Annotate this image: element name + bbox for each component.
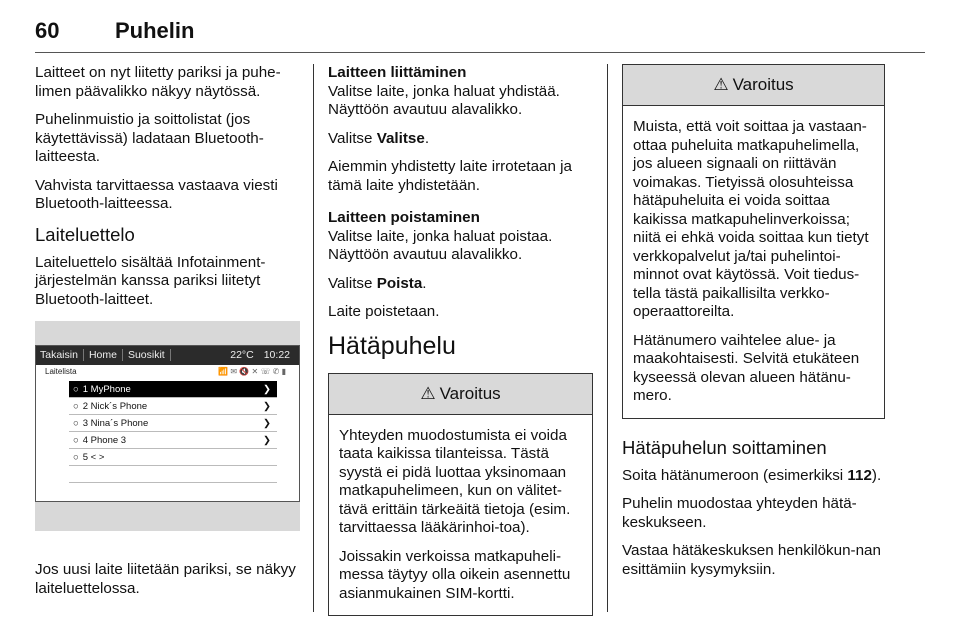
chevron-right-icon: ❯	[263, 417, 271, 429]
warning-title: ⚠ Varoitus	[329, 374, 592, 415]
warning-title: ⚠ Varoitus	[623, 65, 884, 106]
paragraph: Joissakin verkoissa matkapuheli-messa täytyy olla oikein asennettu asianmukainen SIM-kortti.	[339, 547, 571, 602]
paragraph: Laite poistetaan.	[328, 303, 440, 320]
paragraph: Valitse laite, jonka haluat poistaa. Näyttöön avautuu alavalikko.	[328, 227, 553, 263]
section-heading-emergency-call: Hätäpuhelu	[328, 331, 456, 360]
warning-body	[329, 415, 592, 616]
list-item: ○ 3 Nina´s Phone ❯	[69, 415, 277, 432]
paragraph: Vastaa hätäkeskuksen henkilökun-nan esittämiin kysymyksiin.	[622, 542, 881, 578]
paragraph: Jos uusi laite liitetään pariksi, se näkyy laiteluettelossa.	[35, 561, 296, 597]
column-divider	[313, 64, 314, 612]
screen-frame	[35, 345, 300, 502]
tab-home: Home	[84, 349, 123, 361]
paragraph: Hätänumero vaihtelee alue- ja maakohtaisesti. Selvitä etukäteen kyseessä olevan alueen hätänu-mero.	[633, 331, 860, 404]
tab-favourites: Suosikit	[123, 349, 171, 361]
chevron-right-icon: ❯	[263, 400, 271, 412]
paragraph: Valitse Valitse.	[328, 129, 430, 147]
screen-subtitle: Laitelista	[45, 367, 77, 376]
device-list-screenshot	[35, 321, 300, 531]
paragraph: Vahvista tarvittaessa vastaava viesti Bluetooth-laitteessa.	[35, 176, 278, 212]
list-item: ○ 2 Nick´s Phone ❯	[69, 398, 277, 415]
paragraph: Yhteyden muodostumista ei voida taata kaikissa tilanteissa. Tästä syystä ei pidä luottaa yksinomaan matkapuhelimeen, kun on välitet-tävä erittäin tärkeäitä tietoja (esim. tarvittaessa lääkärinhoi-toa).	[339, 426, 571, 536]
subheading-connect-device: Laitteen liittäminen	[328, 64, 467, 81]
column-3	[622, 64, 885, 589]
menu-term-remove: Poista	[376, 274, 423, 292]
chevron-right-icon: ❯	[263, 383, 271, 395]
paragraph: Aiemmin yhdistetty laite irrotetaan ja tämä laite yhdistetään.	[328, 158, 572, 194]
status-icons: 📶 ✉ 🔇 ✕ ☏ ✆ ▮	[218, 367, 286, 376]
paragraph: Valitse laite, jonka haluat yhdistää. Näyttöön avautuu alavalikko.	[328, 82, 560, 118]
list-item: ○ 5 < >	[69, 449, 277, 466]
page-header	[35, 18, 925, 53]
menu-term-select: Valitse	[376, 129, 425, 147]
chapter-title: Puhelin	[115, 18, 195, 43]
paragraph: Soita hätänumeroon (esimerkiksi 112).	[622, 466, 882, 484]
section-heading-making-emergency-call: Hätäpuhelun soittaminen	[622, 436, 827, 458]
emergency-number: 112	[847, 466, 872, 484]
list-item: ○ 1 MyPhone ❯	[69, 381, 277, 398]
warning-box	[622, 64, 885, 419]
subheading-remove-device: Laitteen poistaminen	[328, 209, 480, 226]
paragraph: Valitse Poista.	[328, 274, 427, 292]
paragraph: Muista, että voit soittaa ja vastaan-ottaa puheluita matkapuhelimella, jos alueen signaali on riittävän voimakas. Tietyissä olosuhteissa hätäpuheluita ei voida soittaa kaikissa matkapuhelinverkoissa; niitä ei ehkä voida soittaa kun tietyt verkkopalvelut ja/tai puhelintoi-minnot ovat käytössä. Voit tiedus-tella tästä paikallisilta verkko-operaattoreilta.	[633, 118, 869, 320]
temperature: 22°C	[230, 349, 254, 361]
paragraph: Laitteet on nyt liitetty pariksi ja puhe-limen päävalikko näkyy näytössä.	[35, 64, 281, 100]
paragraph: Puhelin muodostaa yhteyden hätä-keskukseen.	[622, 495, 857, 531]
paragraph: Puhelinmuistio ja soittolistat (jos käytettävissä) ladataan Bluetooth-laitteesta.	[35, 111, 264, 165]
section-heading-device-list: Laiteluettelo	[35, 223, 135, 245]
warning-icon: ⚠	[420, 383, 436, 403]
chevron-right-icon: ❯	[263, 434, 271, 446]
column-divider	[607, 64, 608, 612]
warning-box	[328, 373, 593, 617]
list-item: ○ 4 Phone 3 ❯	[69, 432, 277, 449]
column-2	[328, 64, 593, 616]
tab-back: Takaisin	[35, 349, 84, 361]
clock: 10:22	[263, 349, 290, 361]
paragraph: Laiteluettelo sisältää Infotainment-järjestelmän kanssa pariksi liitetyt Bluetooth-laitteet.	[35, 253, 266, 308]
column-1	[35, 64, 300, 608]
page-number: 60	[35, 18, 60, 43]
warning-body	[623, 106, 884, 418]
warning-icon: ⚠	[713, 75, 729, 94]
